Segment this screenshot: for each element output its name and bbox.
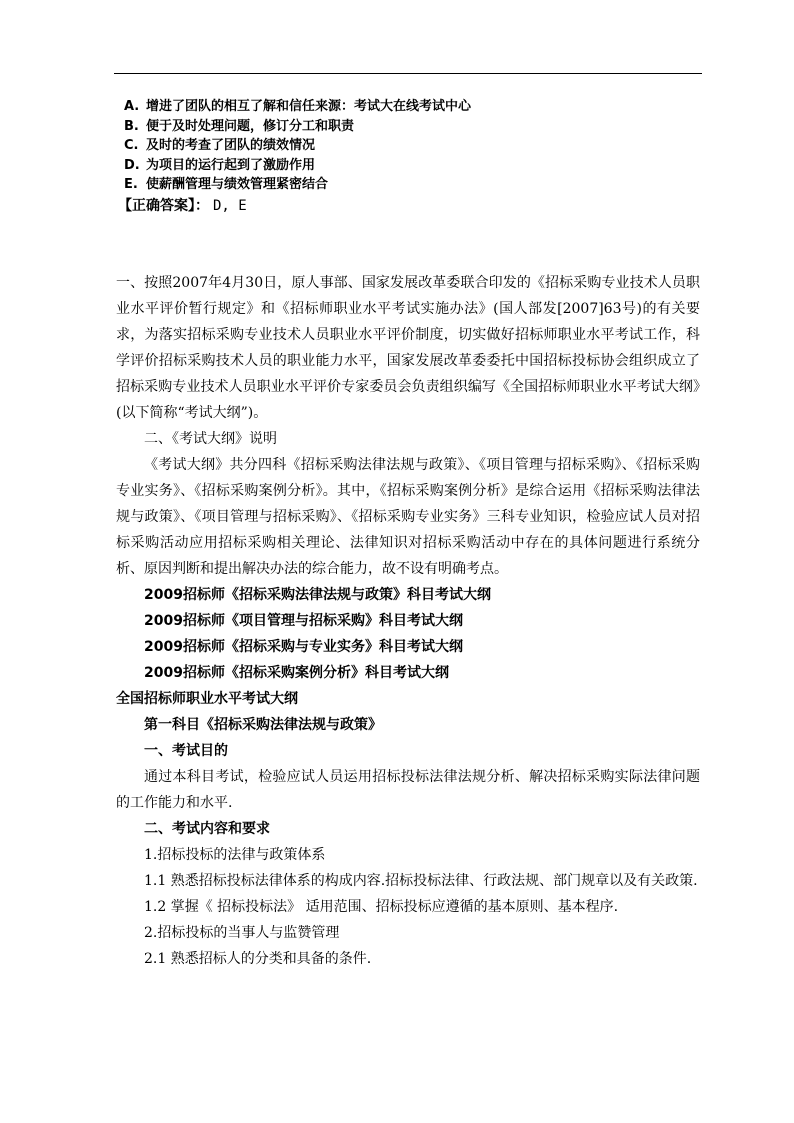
header-rule — [114, 73, 702, 74]
exam-purpose-paragraph: 通过本科目考试，检验应试人员运用招标投标法律法规分析、解决招标采购实际法律问题的工作能力和水平. — [116, 769, 700, 811]
section2-paragraph: 《考试大纲》共分四科《招标采购法律法规与政策》、《项目管理与招标采购》、《招标采购专业实务》、《招标采购案例分析》。其中，《招标采购案例分析》是综合运用《招标采购法律法规与政策》、《项目管理与招标采购》、《招标采购专业实务》三科专业知识，检验应试人员对招标采购活动应用招标采购相关理论、法律知识对招标采购活动中存在的具体问题进行系统分析、原因判断和提出解决办法的综合能力，故不设有明确考点。 — [116, 457, 700, 577]
correct-answer-label: 【正确答案】： — [118, 198, 209, 214]
item-2: 2.招标投标的当事人与监赞管理 — [144, 925, 340, 941]
section2-title: 二、《考试大纲》说明 — [144, 431, 277, 447]
outline-title: 全国招标师职业水平考试大纲 — [116, 691, 298, 707]
option-text: 为项目的运行起到了激励作用 — [146, 157, 316, 173]
item-1-1: 1.1 熟悉招标投标法律体系的构成内容.招标投标法律、行政法规、部门规章以及有关政策. — [144, 873, 698, 889]
syllabus-link-4[interactable]: 2009招标师《招标采购案例分析》科目考试大纲 — [144, 665, 449, 681]
correct-answer-value: D, E — [213, 198, 247, 214]
option-text: 增进了团队的相互了解和信任来源：考试大在线考试中心 — [146, 99, 472, 114]
option-text: 使薪酬管理与绩效管理紧密结合 — [146, 177, 329, 192]
syllabus-link-2[interactable]: 2009招标师《项目管理与招标采购》科目考试大纲 — [144, 613, 463, 629]
option-b — [124, 117, 684, 137]
option-letter: B. — [124, 118, 139, 134]
exam-purpose-title: 一、考试目的 — [144, 743, 228, 759]
option-d — [124, 156, 684, 176]
item-2-1: 2.1 熟悉招标人的分类和具备的条件. — [144, 951, 372, 967]
item-1: 1.招标投标的法律与政策体系 — [144, 847, 326, 863]
option-c — [124, 136, 684, 156]
option-letter: D. — [124, 157, 140, 173]
correct-answer — [118, 195, 247, 217]
document-body — [116, 270, 700, 972]
exam-content-title: 二、考试内容和要求 — [144, 821, 270, 837]
option-letter: A. — [124, 99, 140, 114]
syllabus-link-3[interactable]: 2009招标师《招标采购与专业实务》科目考试大纲 — [144, 639, 463, 655]
option-text: 及时的考查了团队的绩效情况 — [146, 138, 316, 153]
intro-paragraph: 一、按照2007年4月30日，原人事部、国家发展改革委联合印发的《招标采购专业技术人员职业水平评价暂行规定》和《招标师职业水平考试实施办法》(国人部发[2007]63号)的有关要求，为落实招标采购专业技术人员职业水平评价制度，切实做好招标师职业水平考试工作，科学评价招标采购技术人员的职业能力水平，国家发展改革委委托中国招标投标协会组织成立了招标采购专业技术人员职业水平评价专家委员会负责组织编写《全国招标师职业水平考试大纲》(以下简称“考试大纲”)。 — [116, 275, 700, 421]
option-letter: E. — [124, 177, 138, 192]
subject1-title: 第一科目《招标采购法律法规与政策》 — [144, 717, 382, 733]
answer-options — [124, 97, 684, 195]
option-e — [124, 175, 684, 195]
item-1-2: 1.2 掌握《 招标投标法》 适用范围、招标投标应遵循的基本原则、基本程序. — [144, 899, 619, 915]
option-letter: C. — [124, 138, 139, 153]
syllabus-link-1[interactable]: 2009招标师《招标采购法律法规与政策》科目考试大纲 — [144, 587, 491, 603]
option-a — [124, 97, 684, 117]
option-text: 便于及时处理问题，修订分工和职责 — [146, 118, 355, 134]
